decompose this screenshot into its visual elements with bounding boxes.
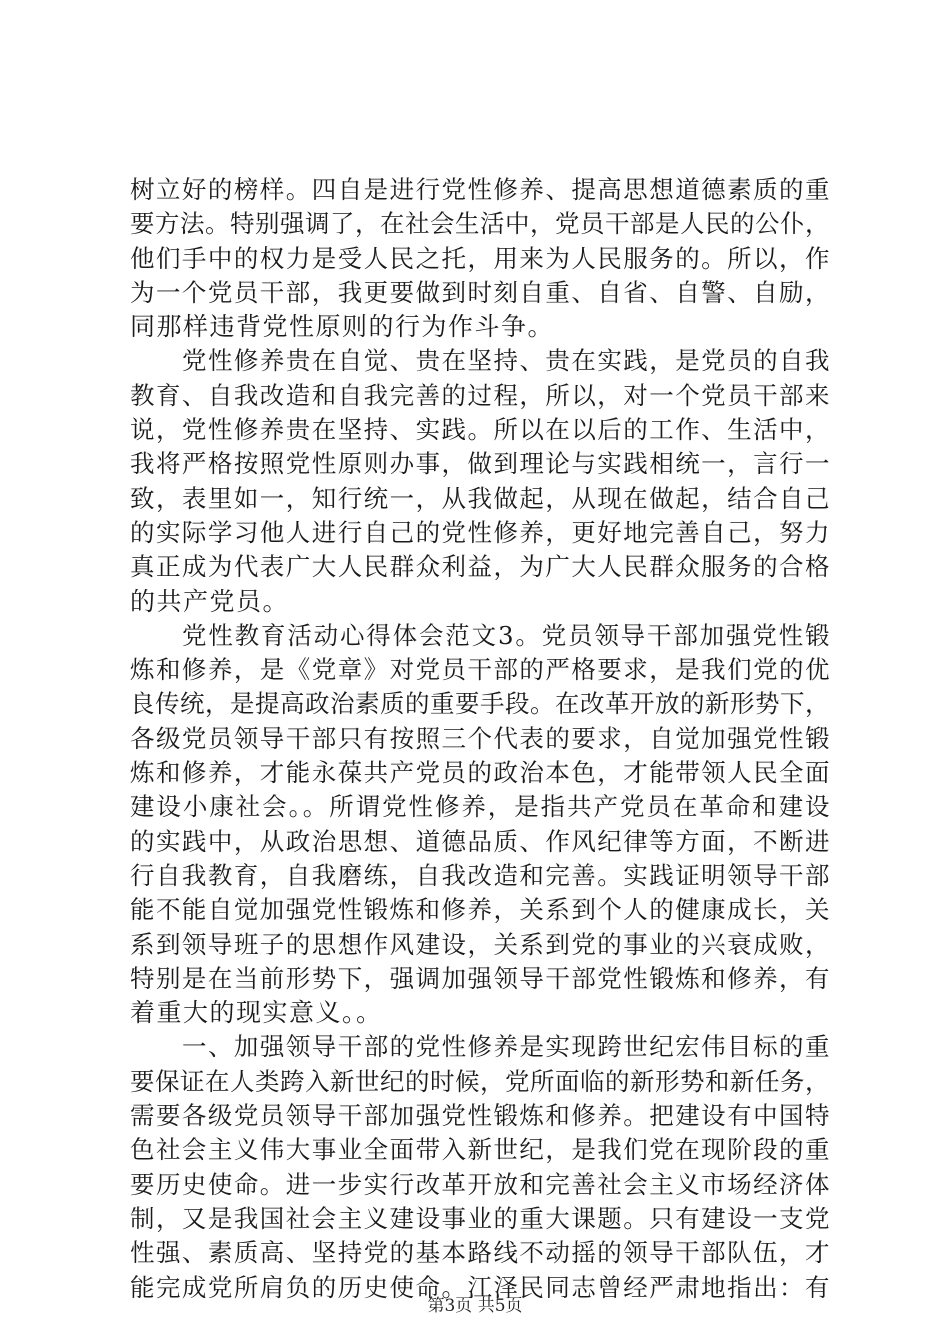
text-line: 需要各级党员领导干部加强党性锻炼和修养。把建设有中国特 xyxy=(130,1101,830,1131)
text-line: 炼和修养，是《党章》对党员干部的严格要求，是我们党的优 xyxy=(130,655,830,685)
text-line: 的实践中，从政治思想、道德品质、作风纪律等方面，不断进 xyxy=(130,826,830,856)
text-line: 同那样违背党性原则的行为作斗争。 xyxy=(130,312,555,342)
text-line: 的实际学习他人进行自己的党性修养，更好地完善自己，努力 xyxy=(130,517,830,547)
text-line: 党性教育活动心得体会范文3。党员领导干部加强党性锻 xyxy=(182,620,830,650)
text-line: 树立好的榜样。四自是进行党性修养、提高思想道德素质的重 xyxy=(130,175,830,204)
text-line: 系到领导班子的思想作风建设，关系到党的事业的兴衰成败， xyxy=(130,929,830,959)
text-line: 要保证在人类跨入新世纪的时候，党所面临的新形势和新任务， xyxy=(130,1066,830,1096)
text-line: 色社会主义伟大事业全面带入新世纪，是我们党在现阶段的重 xyxy=(130,1135,830,1165)
text-line: 性强、素质高、坚持党的基本路线不动摇的领导干部队伍，才 xyxy=(130,1238,830,1268)
text-line: 能不能自觉加强党性锻炼和修养，关系到个人的健康成长，关 xyxy=(130,895,830,925)
text-line: 致，表里如一，知行统一，从我做起，从现在做起，结合自己 xyxy=(130,483,830,513)
text-line: 一、加强领导干部的党性修养是实现跨世纪宏伟目标的重 xyxy=(182,1032,830,1062)
text-line: 行自我教育，自我磨练，自我改造和完善。实践证明领导干部 xyxy=(130,860,830,890)
text-line: 他们手中的权力是受人民之托，用来为人民服务的。所以，作 xyxy=(130,243,830,273)
text-line: 要方法。特别强调了，在社会生活中，党员干部是人民的公仆， xyxy=(130,209,830,239)
text-line: 为一个党员干部，我更要做到时刻自重、自省、自警、自励， xyxy=(130,277,830,307)
text-line: 真正成为代表广大人民群众利益，为广大人民群众服务的合格 xyxy=(130,552,830,582)
text-line: 能完成党所肩负的历史使命。江泽民同志曾经严肃地指出：有 xyxy=(130,1272,830,1302)
text-line: 良传统，是提高政治素质的重要手段。在改革开放的新形势下， xyxy=(130,689,830,719)
text-line: 党性修养贵在自觉、贵在坚持、贵在实践，是党员的自我 xyxy=(182,346,830,376)
text-line: 教育、自我改造和自我完善的过程，所以，对一个党员干部来 xyxy=(130,380,830,410)
text-line: 炼和修养，才能永葆共产党员的政治本色，才能带领人民全面 xyxy=(130,758,830,788)
text-line: 建设小康社会。。所谓党性修养，是指共产党员在革命和建设 xyxy=(130,792,830,822)
text-line: 我将严格按照党性原则办事，做到理论与实践相统一，言行一 xyxy=(130,449,830,479)
text-line: 要历史使命。进一步实行改革开放和完善社会主义市场经济体 xyxy=(130,1169,830,1199)
text-line: 的共产党员。 xyxy=(130,586,290,616)
text-line: 着重大的现实意义。。 xyxy=(130,998,383,1028)
document-body xyxy=(130,173,830,1305)
text-line: 说，党性修养贵在坚持、实践。所以在以后的工作、生活中， xyxy=(130,415,830,445)
text-line: 制，又是我国社会主义建设事业的重大课题。只有建设一支党 xyxy=(130,1203,830,1233)
text-line: 特别是在当前形势下，强调加强领导干部党性锻炼和修养，有 xyxy=(130,963,830,993)
text-line: 各级党员领导干部只有按照三个代表的要求，自觉加强党性锻 xyxy=(130,723,830,753)
page-footer: 第3页 共5页 xyxy=(427,1296,523,1316)
